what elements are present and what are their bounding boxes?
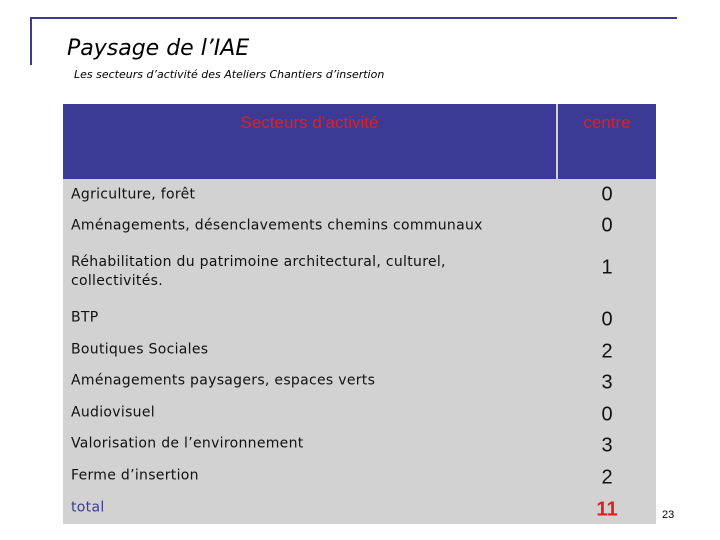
row-label: Audiovisuel [71, 404, 155, 421]
table-row [63, 334, 656, 365]
frame-top-line [30, 17, 677, 19]
table-row [63, 365, 656, 397]
table-row [63, 242, 656, 302]
page-number: 23 [662, 509, 675, 521]
table-row [63, 460, 656, 492]
row-label: Ferme d’insertion [71, 467, 199, 484]
total-value: 11 [596, 498, 618, 521]
row-value: 0 [601, 183, 613, 205]
header-value-cell [558, 104, 656, 179]
total-row [63, 492, 656, 524]
frame-left-line [30, 17, 32, 65]
row-value: 3 [601, 434, 613, 457]
row-label: Aménagements paysagers, espaces verts [71, 372, 376, 389]
table-row [63, 302, 656, 334]
row-label: Réhabilitation du patrimoine architectural, culturel, collectivités. [71, 254, 446, 289]
row-label: BTP [71, 309, 99, 326]
table-row [63, 210, 656, 242]
slide-subtitle: Les secteurs d’activité des Ateliers Chantiers d’insertion [74, 68, 385, 81]
row-label: Boutiques Sociales [71, 341, 209, 358]
row-value: 2 [601, 340, 613, 363]
row-value: 2 [601, 466, 613, 489]
row-value: 0 [601, 308, 613, 331]
row-label: Aménagements, désenclavements chemins communaux [71, 217, 483, 234]
header-value-label: centre [583, 113, 631, 132]
row-value: 1 [601, 256, 613, 279]
row-value: 0 [601, 214, 613, 237]
row-value: 3 [601, 371, 613, 394]
table-row [63, 179, 656, 210]
row-label: Valorisation de l’environnement [71, 435, 304, 452]
total-label: total [71, 499, 105, 516]
table-row [63, 428, 656, 460]
row-value: 0 [601, 403, 613, 426]
header-sector-label: Secteurs d’activité [240, 113, 379, 132]
slide-title: Paysage de l’IAE [67, 36, 250, 61]
row-label: Agriculture, forêt [71, 186, 196, 202]
header-sector-cell [63, 104, 558, 179]
table-row [63, 397, 656, 428]
sectors-table [63, 104, 656, 524]
